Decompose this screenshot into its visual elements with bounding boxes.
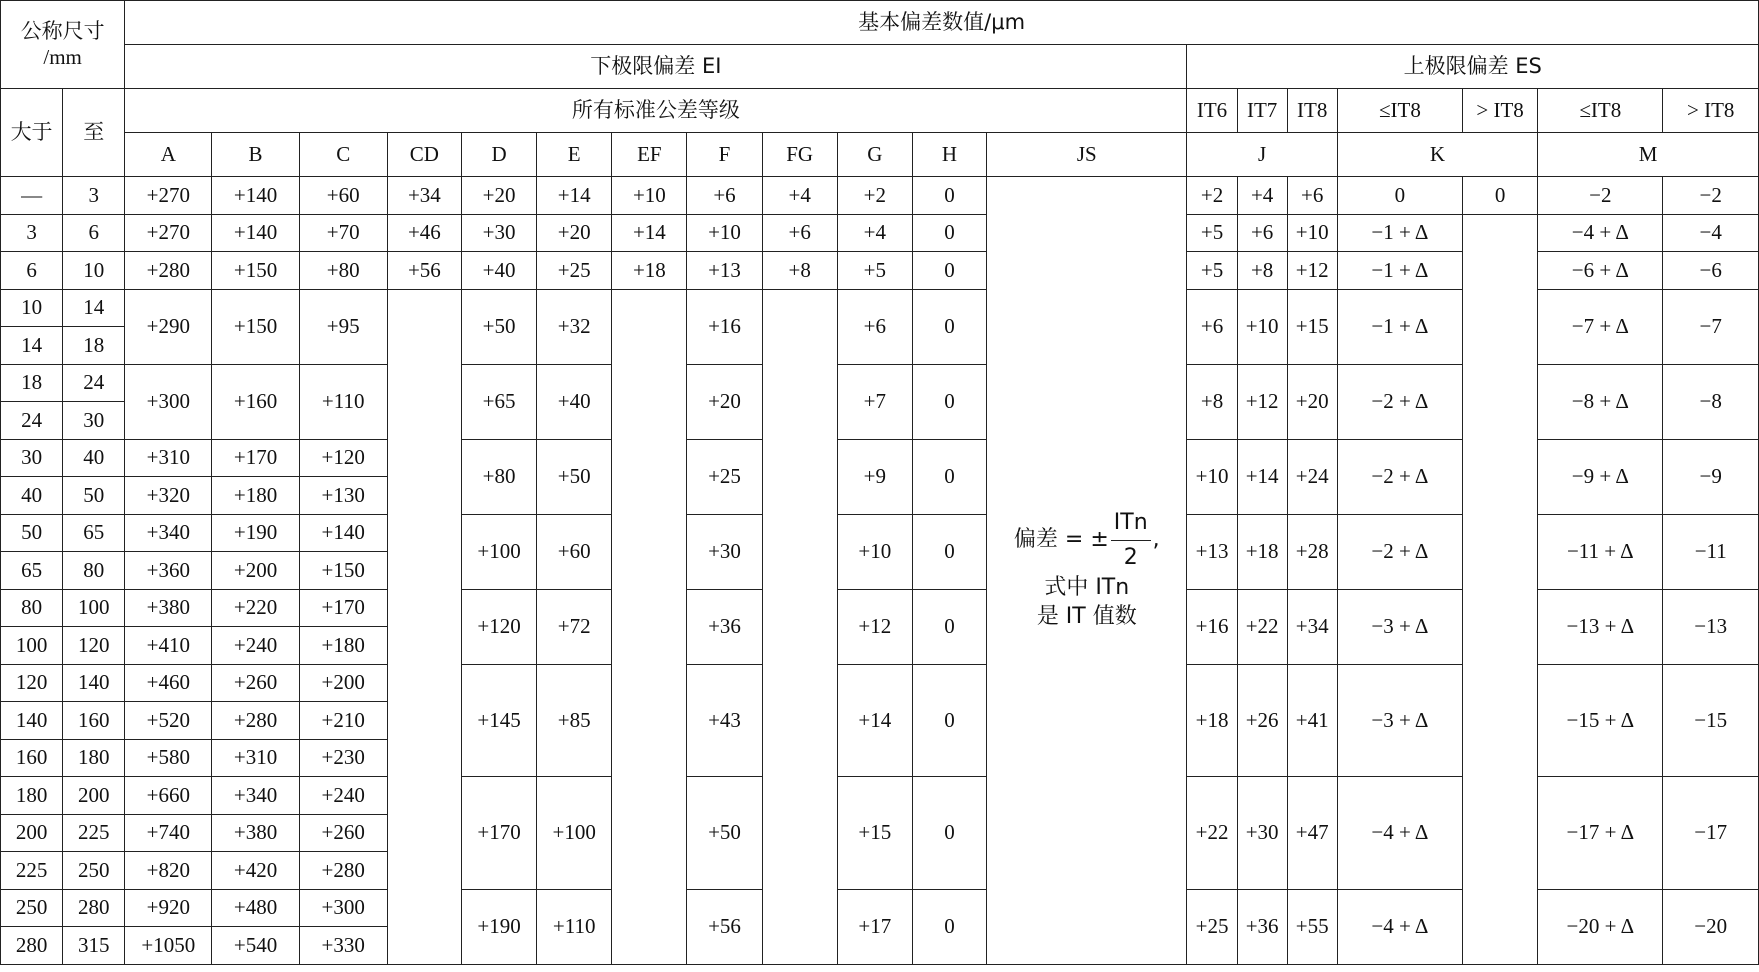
cell-a: +270 [125, 214, 212, 252]
cell-m-gt-it8: −13 [1663, 589, 1759, 664]
cell-k-le-it8: −3 + Δ [1337, 664, 1462, 777]
cell-j-it7: +8 [1237, 252, 1287, 290]
cell-b: +140 [212, 177, 299, 215]
cell-fg: +4 [762, 177, 837, 215]
cell-fg: +6 [762, 214, 837, 252]
cell-h: 0 [912, 777, 986, 890]
cell-j-it6: +25 [1187, 889, 1237, 964]
cell-to: 120 [63, 627, 125, 665]
cell-j-it6: +18 [1187, 664, 1237, 777]
cell-m-le-it8: −7 + Δ [1538, 289, 1663, 364]
cell-fg-empty [762, 289, 837, 964]
cell-j-it8: +24 [1287, 439, 1337, 514]
cell-j-it8: +55 [1287, 889, 1337, 964]
cell-over: 24 [1, 402, 63, 440]
note-line-2: 式中 ITn [1044, 574, 1130, 600]
cell-ef-empty [612, 289, 687, 964]
cell-f: +43 [687, 664, 762, 777]
cell-c: +330 [299, 927, 387, 965]
letter-header: E [537, 133, 612, 177]
table-row [1, 214, 1759, 252]
cell-over: 6 [1, 252, 63, 290]
cell-to: 24 [63, 364, 125, 402]
cell-a: +520 [125, 702, 212, 740]
cell-a: +300 [125, 364, 212, 439]
cell-f: +36 [687, 589, 762, 664]
cell-b: +420 [212, 852, 299, 890]
table-row [1, 177, 1759, 215]
cell-j-it6: +8 [1187, 364, 1237, 439]
cell-c: +140 [299, 514, 387, 552]
cell-f: +56 [687, 889, 762, 964]
cell-cd: +46 [387, 214, 461, 252]
cell-f: +6 [687, 177, 762, 215]
cell-c: +130 [299, 477, 387, 515]
cell-j-it7: +18 [1237, 514, 1287, 589]
letter-header: M [1538, 133, 1759, 177]
cell-e: +110 [537, 889, 612, 964]
cell-h: 0 [912, 364, 986, 439]
cell-b: +340 [212, 777, 299, 815]
cell-c: +170 [299, 589, 387, 627]
cell-a: +820 [125, 852, 212, 890]
cell-c: +120 [299, 439, 387, 477]
cell-over: 250 [1, 889, 63, 927]
cell-b: +240 [212, 627, 299, 665]
cell-ef: +10 [612, 177, 687, 215]
cell-a: +460 [125, 664, 212, 702]
cell-c: +70 [299, 214, 387, 252]
cell-m-le-it8: −8 + Δ [1538, 364, 1663, 439]
cell-d: +80 [461, 439, 536, 514]
table-title: 基本偏差数值/μm [125, 1, 1759, 45]
cell-g: +17 [837, 889, 912, 964]
cell-e: +72 [537, 589, 612, 664]
cell-d: +65 [461, 364, 536, 439]
cell-m-le-it8: −2 [1538, 177, 1663, 215]
cell-j-it8: +34 [1287, 589, 1337, 664]
cell-h: 0 [912, 214, 986, 252]
fraction-denominator: 2 [1123, 545, 1138, 571]
grade-label: ≤IT8 [1538, 89, 1663, 133]
cell-k-gt-it8: 0 [1463, 177, 1538, 215]
cell-g: +10 [837, 514, 912, 589]
cell-b: +200 [212, 552, 299, 590]
cell-j-it7: +4 [1237, 177, 1287, 215]
cell-c: +280 [299, 852, 387, 890]
cell-j-it8: +28 [1287, 514, 1337, 589]
cell-b: +140 [212, 214, 299, 252]
cell-f: +10 [687, 214, 762, 252]
cell-h: 0 [912, 439, 986, 514]
cell-cd: +56 [387, 252, 461, 290]
cell-b: +380 [212, 814, 299, 852]
cell-g: +9 [837, 439, 912, 514]
cell-e: +60 [537, 514, 612, 589]
cell-m-le-it8: −20 + Δ [1538, 889, 1663, 964]
letter-header: K [1337, 133, 1537, 177]
cell-to: 3 [63, 177, 125, 215]
cell-over: 140 [1, 702, 63, 740]
cell-a: +270 [125, 177, 212, 215]
cell-m-le-it8: −15 + Δ [1538, 664, 1663, 777]
cell-fg: +8 [762, 252, 837, 290]
cell-g: +4 [837, 214, 912, 252]
cell-f: +16 [687, 289, 762, 364]
cell-c: +300 [299, 889, 387, 927]
cell-to: 80 [63, 552, 125, 590]
cell-k-le-it8: −3 + Δ [1337, 589, 1462, 664]
cell-m-le-it8: −11 + Δ [1538, 514, 1663, 589]
cell-j-it7: +6 [1237, 214, 1287, 252]
cell-j-it8: +6 [1287, 177, 1337, 215]
cell-over: 18 [1, 364, 63, 402]
cell-j-it6: +10 [1187, 439, 1237, 514]
cell-g: +2 [837, 177, 912, 215]
cell-a: +380 [125, 589, 212, 627]
cell-j-it6: +6 [1187, 289, 1237, 364]
cell-e: +100 [537, 777, 612, 890]
cell-m-gt-it8: −7 [1663, 289, 1759, 364]
cell-over: 180 [1, 777, 63, 815]
cell-g: +14 [837, 664, 912, 777]
cell-k-le-it8: 0 [1337, 177, 1462, 215]
cell-h: 0 [912, 514, 986, 589]
cell-ef: +14 [612, 214, 687, 252]
cell-b: +190 [212, 514, 299, 552]
cell-k-le-it8: −4 + Δ [1337, 777, 1462, 890]
cell-c: +60 [299, 177, 387, 215]
cell-j-it8: +12 [1287, 252, 1337, 290]
cell-m-gt-it8: −15 [1663, 664, 1759, 777]
cell-b: +220 [212, 589, 299, 627]
cell-j-it7: +12 [1237, 364, 1287, 439]
cell-m-gt-it8: −8 [1663, 364, 1759, 439]
cell-over: 50 [1, 514, 63, 552]
cell-ef: +18 [612, 252, 687, 290]
cell-a: +660 [125, 777, 212, 815]
cell-m-gt-it8: −6 [1663, 252, 1759, 290]
cell-j-it6: +16 [1187, 589, 1237, 664]
cell-to: 315 [63, 927, 125, 965]
grade-label: IT8 [1287, 89, 1337, 133]
cell-a: +740 [125, 814, 212, 852]
cell-c: +180 [299, 627, 387, 665]
cell-m-le-it8: −17 + Δ [1538, 777, 1663, 890]
cell-cd: +34 [387, 177, 461, 215]
grade-label: > IT8 [1463, 89, 1538, 133]
cell-j-it8: +10 [1287, 214, 1337, 252]
cell-j-it7: +14 [1237, 439, 1287, 514]
cell-g: +7 [837, 364, 912, 439]
all-grades-header: 所有标准公差等级 [125, 89, 1187, 133]
cell-e: +32 [537, 289, 612, 364]
cell-m-le-it8: −9 + Δ [1538, 439, 1663, 514]
cell-m-gt-it8: −11 [1663, 514, 1759, 589]
cell-over: 65 [1, 552, 63, 590]
cell-d: +145 [461, 664, 536, 777]
cell-a: +340 [125, 514, 212, 552]
cell-f: +25 [687, 439, 762, 514]
cell-h: 0 [912, 889, 986, 964]
cell-over: 80 [1, 589, 63, 627]
cell-cd-empty [387, 289, 461, 964]
cell-k-gt-it8 [1463, 214, 1538, 964]
letter-header: CD [387, 133, 461, 177]
cell-b: +280 [212, 702, 299, 740]
cell-m-gt-it8: −2 [1663, 177, 1759, 215]
grade-label: > IT8 [1663, 89, 1759, 133]
itn-fraction [1111, 508, 1151, 572]
cell-over: 160 [1, 739, 63, 777]
cell-j-it7: +30 [1237, 777, 1287, 890]
cell-b: +170 [212, 439, 299, 477]
cell-a: +320 [125, 477, 212, 515]
cell-over: 40 [1, 477, 63, 515]
cell-to: 250 [63, 852, 125, 890]
cell-c: +110 [299, 364, 387, 439]
cell-c: +80 [299, 252, 387, 290]
cell-a: +920 [125, 889, 212, 927]
cell-f: +20 [687, 364, 762, 439]
cell-j-it6: +13 [1187, 514, 1237, 589]
cell-to: 100 [63, 589, 125, 627]
cell-over: — [1, 177, 63, 215]
cell-d: +40 [461, 252, 536, 290]
cell-f: +30 [687, 514, 762, 589]
cell-over: 30 [1, 439, 63, 477]
cell-j-it6: +5 [1187, 252, 1237, 290]
letter-header: J [1187, 133, 1337, 177]
cell-c: +240 [299, 777, 387, 815]
letter-header: EF [612, 133, 687, 177]
cell-c: +200 [299, 664, 387, 702]
cell-g: +15 [837, 777, 912, 890]
cell-j-it7: +26 [1237, 664, 1287, 777]
cell-m-le-it8: −13 + Δ [1538, 589, 1663, 664]
cell-b: +150 [212, 252, 299, 290]
cell-c: +210 [299, 702, 387, 740]
cell-over: 280 [1, 927, 63, 965]
cell-over: 100 [1, 627, 63, 665]
cell-to: 6 [63, 214, 125, 252]
cell-to: 160 [63, 702, 125, 740]
letter-header: B [212, 133, 299, 177]
cell-k-le-it8: −1 + Δ [1337, 214, 1462, 252]
cell-d: +50 [461, 289, 536, 364]
cell-j-it7: +22 [1237, 589, 1287, 664]
letter-header: A [125, 133, 212, 177]
cell-over: 200 [1, 814, 63, 852]
cell-c: +150 [299, 552, 387, 590]
cell-h: 0 [912, 589, 986, 664]
cell-a: +290 [125, 289, 212, 364]
cell-d: +190 [461, 889, 536, 964]
cell-to: 200 [63, 777, 125, 815]
cell-e: +14 [537, 177, 612, 215]
letter-header: H [912, 133, 986, 177]
js-deviation-note [987, 177, 1187, 965]
nominal-size-unit: /mm [43, 44, 82, 69]
upper-deviation-header: 上极限偏差 ES [1187, 45, 1759, 89]
cell-e: +40 [537, 364, 612, 439]
cell-f: +13 [687, 252, 762, 290]
cell-over: 14 [1, 327, 63, 365]
cell-to: 30 [63, 402, 125, 440]
note-line-3: 是 IT 值数 [1036, 604, 1137, 630]
cell-j-it6: +22 [1187, 777, 1237, 890]
cell-d: +100 [461, 514, 536, 589]
cell-m-gt-it8: −4 [1663, 214, 1759, 252]
cell-g: +12 [837, 589, 912, 664]
to-header: 至 [63, 89, 125, 177]
fraction-numerator: ITn [1111, 508, 1151, 541]
cell-b: +310 [212, 739, 299, 777]
cell-over: 120 [1, 664, 63, 702]
cell-h: 0 [912, 177, 986, 215]
cell-to: 50 [63, 477, 125, 515]
over-header: 大于 [1, 89, 63, 177]
cell-b: +160 [212, 364, 299, 439]
cell-a: +360 [125, 552, 212, 590]
grade-label: IT6 [1187, 89, 1237, 133]
cell-to: 180 [63, 739, 125, 777]
cell-b: +480 [212, 889, 299, 927]
cell-a: +280 [125, 252, 212, 290]
cell-d: +120 [461, 589, 536, 664]
cell-j-it8: +41 [1287, 664, 1337, 777]
cell-to: 225 [63, 814, 125, 852]
note-suffix: , [1152, 527, 1160, 553]
nominal-size-label: 公称尺寸 [20, 19, 105, 44]
letter-header: D [461, 133, 536, 177]
cell-b: +150 [212, 289, 299, 364]
cell-m-gt-it8: −9 [1663, 439, 1759, 514]
cell-to: 280 [63, 889, 125, 927]
letter-header: G [837, 133, 912, 177]
cell-j-it6: +5 [1187, 214, 1237, 252]
cell-j-it8: +15 [1287, 289, 1337, 364]
cell-j-it7: +36 [1237, 889, 1287, 964]
cell-to: 18 [63, 327, 125, 365]
cell-e: +20 [537, 214, 612, 252]
grade-label: ≤IT8 [1337, 89, 1462, 133]
cell-to: 10 [63, 252, 125, 290]
cell-h: 0 [912, 289, 986, 364]
cell-to: 65 [63, 514, 125, 552]
cell-g: +6 [837, 289, 912, 364]
cell-k-le-it8: −1 + Δ [1337, 289, 1462, 364]
cell-m-gt-it8: −17 [1663, 777, 1759, 890]
cell-j-it6: +2 [1187, 177, 1237, 215]
cell-m-le-it8: −4 + Δ [1538, 214, 1663, 252]
cell-e: +25 [537, 252, 612, 290]
cell-c: +260 [299, 814, 387, 852]
cell-a: +1050 [125, 927, 212, 965]
cell-h: 0 [912, 252, 986, 290]
cell-a: +310 [125, 439, 212, 477]
cell-f: +50 [687, 777, 762, 890]
cell-k-le-it8: −1 + Δ [1337, 252, 1462, 290]
cell-b: +540 [212, 927, 299, 965]
cell-m-le-it8: −6 + Δ [1538, 252, 1663, 290]
cell-g: +5 [837, 252, 912, 290]
cell-e: +85 [537, 664, 612, 777]
note-prefix: 偏差 = ± [1013, 527, 1109, 553]
cell-to: 14 [63, 289, 125, 327]
grade-label: IT7 [1237, 89, 1287, 133]
cell-over: 3 [1, 214, 63, 252]
cell-over: 10 [1, 289, 63, 327]
cell-b: +180 [212, 477, 299, 515]
letter-header: JS [987, 133, 1187, 177]
cell-to: 40 [63, 439, 125, 477]
cell-a: +580 [125, 739, 212, 777]
cell-b: +260 [212, 664, 299, 702]
cell-j-it7: +10 [1237, 289, 1287, 364]
lower-deviation-header: 下极限偏差 EI [125, 45, 1187, 89]
cell-m-gt-it8: −20 [1663, 889, 1759, 964]
cell-a: +410 [125, 627, 212, 665]
cell-d: +170 [461, 777, 536, 890]
cell-d: +20 [461, 177, 536, 215]
letter-header: FG [762, 133, 837, 177]
cell-c: +95 [299, 289, 387, 364]
cell-k-le-it8: −4 + Δ [1337, 889, 1462, 964]
letter-header: F [687, 133, 762, 177]
cell-k-le-it8: −2 + Δ [1337, 439, 1462, 514]
cell-e: +50 [537, 439, 612, 514]
cell-d: +30 [461, 214, 536, 252]
nominal-size-header [1, 1, 125, 89]
cell-h: 0 [912, 664, 986, 777]
cell-k-le-it8: −2 + Δ [1337, 514, 1462, 589]
letter-header: C [299, 133, 387, 177]
cell-over: 225 [1, 852, 63, 890]
cell-to: 140 [63, 664, 125, 702]
cell-c: +230 [299, 739, 387, 777]
cell-j-it8: +47 [1287, 777, 1337, 890]
cell-j-it8: +20 [1287, 364, 1337, 439]
cell-k-le-it8: −2 + Δ [1337, 364, 1462, 439]
